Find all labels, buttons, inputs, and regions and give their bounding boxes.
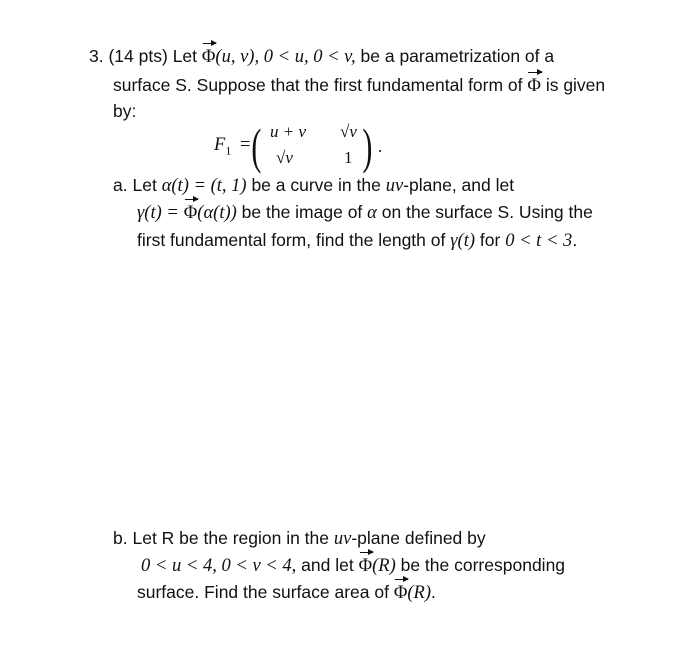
phi-vector-symbol: Φ: [393, 583, 408, 603]
problem-points: (14 pts): [108, 46, 168, 66]
left-paren: (: [251, 118, 262, 174]
matrix-cell-11: u + v: [270, 122, 307, 141]
problem-text: is given: [545, 75, 606, 95]
part-b-label: b.: [113, 528, 128, 548]
problem-text: by:: [113, 101, 137, 121]
phi-vector-symbol: Φ: [527, 76, 541, 96]
part-a-line-2: [137, 201, 593, 224]
problem-line-2: [113, 74, 605, 97]
matrix-lhs-symbol: F: [214, 135, 226, 155]
math-parametrization: (u, v), 0 < u, 0 < v,: [215, 47, 356, 67]
matrix-lhs-subscript: 1: [225, 143, 232, 158]
part-b-text: be the corresponding: [400, 555, 566, 575]
part-a-line-1: [113, 174, 514, 197]
part-b-text: -plane defined by: [351, 528, 486, 548]
part-b-text: surface. Find the surface area of: [137, 582, 389, 602]
matrix-cell-21: √v: [276, 148, 293, 167]
math-gamma: γ(t) =: [137, 203, 179, 223]
part-a-text: on the surface S. Using the: [381, 202, 593, 222]
math-alpha-t: (α(t)): [197, 203, 237, 223]
part-a-text: -plane, and let: [403, 175, 515, 195]
math-gamma-t: γ(t): [450, 231, 476, 251]
part-a-text: first fundamental form, find the length of: [137, 230, 446, 250]
math-region: 0 < u < 4, 0 < v < 4,: [141, 556, 297, 576]
problem-line-1: [89, 45, 554, 68]
part-a-text: be the image of: [241, 202, 363, 222]
math-R: (R): [372, 556, 396, 576]
matrix-cell-22: 1: [344, 148, 353, 167]
math-uv: uv: [385, 176, 404, 196]
math-alpha-def: α(t) = (t, 1): [161, 176, 247, 196]
math-R: (R): [407, 583, 431, 603]
part-a-text: be a curve in the: [251, 175, 381, 195]
matrix-cell-12: √v: [340, 122, 357, 141]
math-alpha: α: [367, 203, 377, 223]
phi-vector-symbol: Φ: [358, 556, 373, 576]
fundamental-form-matrix: [214, 118, 394, 175]
math-t-range: 0 < t < 3: [505, 231, 573, 251]
right-paren: ): [362, 118, 373, 174]
part-a-line-3: [137, 229, 577, 252]
part-b-line-3: [137, 581, 436, 604]
part-a-text: Let: [132, 175, 157, 195]
math-uv: uv: [333, 529, 352, 549]
problem-number: 3.: [89, 46, 104, 66]
phi-vector-symbol: Φ: [201, 47, 216, 67]
part-b-text: and let: [301, 555, 354, 575]
matrix-end-period: .: [378, 137, 383, 156]
part-b-line-2: [141, 554, 565, 577]
matrix-lhs: [214, 135, 250, 159]
problem-line-3: [113, 100, 136, 122]
part-b-text: .: [430, 582, 436, 602]
part-a-text: .: [572, 230, 578, 250]
part-b-text: Let R be the region in the: [132, 528, 330, 548]
part-a-label: a.: [113, 175, 128, 195]
problem-text: Let: [172, 46, 198, 66]
problem-text: surface S. Suppose that the first fundamental form of: [113, 75, 523, 95]
phi-vector-symbol: Φ: [183, 203, 198, 223]
part-b-line-1: [113, 527, 486, 550]
problem-text: be a parametrization of a: [360, 46, 555, 66]
matrix-equals: =: [239, 135, 251, 155]
part-a-text: for: [479, 230, 501, 250]
